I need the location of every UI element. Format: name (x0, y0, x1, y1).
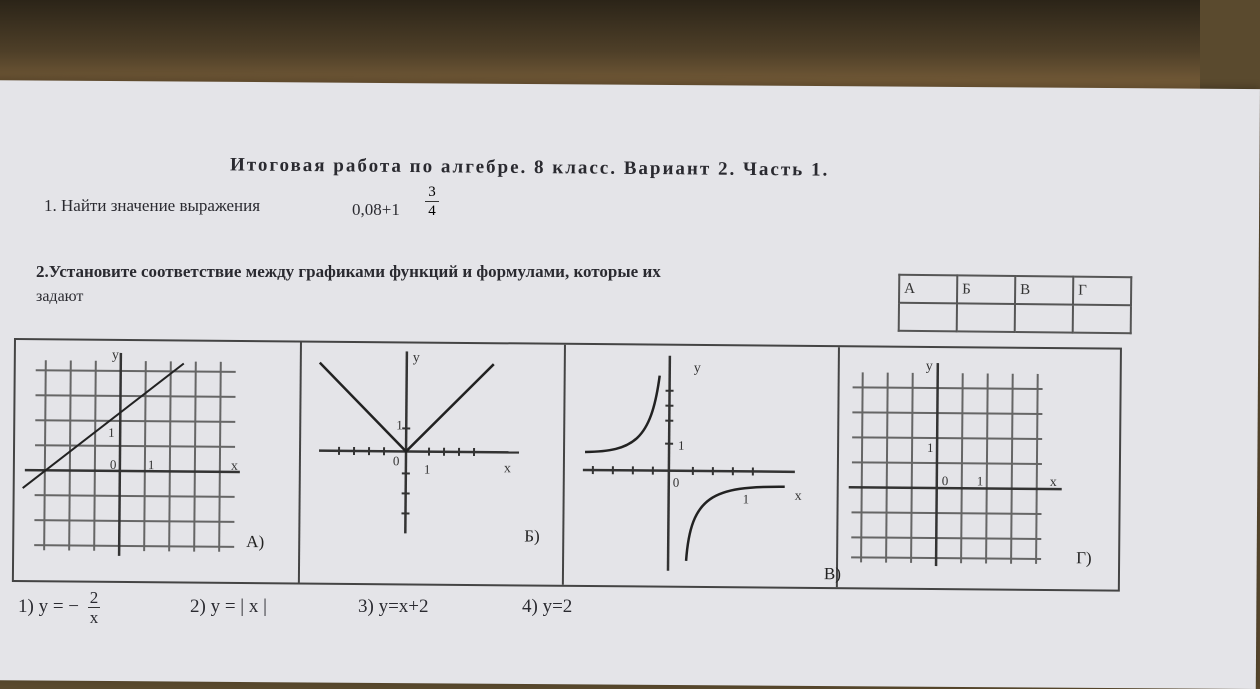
graph-v-zero: 0 (673, 475, 680, 490)
answer-header-a: А (899, 275, 957, 304)
graph-b-y-label: y (413, 350, 420, 365)
graph-a-y-axis (119, 353, 121, 556)
formula-3: 3) y=x+2 (358, 596, 429, 618)
graphs-panel (12, 338, 1122, 592)
graph-g (836, 347, 1120, 589)
graph-v-label: В) (824, 564, 841, 583)
graph-b-y-axis (405, 351, 407, 533)
task1-fraction-denominator: 4 (425, 202, 439, 220)
task2-text-line2: задают (36, 288, 83, 306)
graph-v-y-label: y (694, 361, 701, 376)
graph-b (298, 342, 566, 584)
answer-header-g: Г (1073, 277, 1131, 306)
graph-a-one-y: 1 (108, 425, 115, 440)
formula-1-fraction (88, 588, 101, 627)
graph-g-one-y: 1 (927, 440, 934, 455)
worksheet-title: Итоговая работа по алгебре. 8 класс. Вариант 2. Часть 1. (230, 154, 829, 181)
graph-g-x-axis (849, 487, 1062, 489)
answer-cell-g[interactable] (1073, 305, 1131, 334)
graph-g-zero: 0 (942, 473, 949, 488)
graph-g-y-axis (936, 363, 938, 566)
graph-g-y-label: y (926, 359, 933, 374)
graph-v-x-axis (583, 470, 795, 472)
task1-fraction (425, 183, 439, 220)
answer-cell-b[interactable] (957, 303, 1015, 332)
graph-a-y-label: y (112, 348, 119, 363)
graph-b-x-axis (319, 451, 519, 453)
graph-v (562, 345, 840, 587)
graph-v-plot (562, 345, 838, 587)
graph-v-y-axis (668, 356, 670, 571)
formula-1-numerator: 2 (88, 588, 101, 608)
task1-expression: 0,08+1 (352, 200, 400, 220)
task1-text: 1. Найти значение выражения (44, 196, 260, 216)
formula-1 (18, 588, 100, 627)
formula-4: 4) y=2 (522, 596, 572, 618)
graph-g-one-x: 1 (977, 473, 984, 488)
graph-b-one-x: 1 (424, 462, 431, 477)
answer-header-b: Б (957, 275, 1015, 304)
formula-1-prefix: 1) y = − (18, 596, 79, 617)
graph-v-branch-right (686, 486, 785, 562)
graph-v-one-x: 1 (743, 491, 750, 506)
formula-1-denominator: x (88, 608, 101, 627)
graph-a-zero: 0 (110, 457, 117, 472)
graph-v-one-y: 1 (678, 438, 685, 453)
graph-b-x-label: x (504, 461, 511, 476)
graph-a (14, 340, 302, 582)
graph-a-plot (14, 340, 300, 582)
answer-cell-v[interactable] (1015, 304, 1073, 333)
answer-cell-a[interactable] (899, 303, 957, 332)
graph-v-x-label: x (795, 489, 802, 504)
graph-a-x-label: x (231, 459, 238, 474)
task1-fraction-numerator: 3 (425, 183, 439, 202)
formula-2: 2) y = | x | (190, 596, 267, 618)
graph-b-label: Б) (524, 526, 540, 545)
task2-text-line1: 2.Установите соответствие между графиками функций и формулами, которые их (36, 262, 661, 282)
graph-b-plot (298, 342, 564, 584)
graph-b-zero: 0 (393, 453, 400, 468)
answer-table (898, 274, 1133, 334)
graph-a-x-axis (25, 470, 240, 472)
graph-g-plot (836, 347, 1120, 589)
answer-header-v: В (1015, 276, 1073, 305)
graph-g-x-label: x (1050, 475, 1057, 490)
graph-g-label: Г) (1076, 548, 1092, 567)
graph-a-one-x: 1 (148, 457, 155, 472)
graph-b-one-y: 1 (396, 417, 403, 432)
graph-v-branch-left (585, 375, 660, 453)
graph-a-label: А) (246, 532, 264, 551)
